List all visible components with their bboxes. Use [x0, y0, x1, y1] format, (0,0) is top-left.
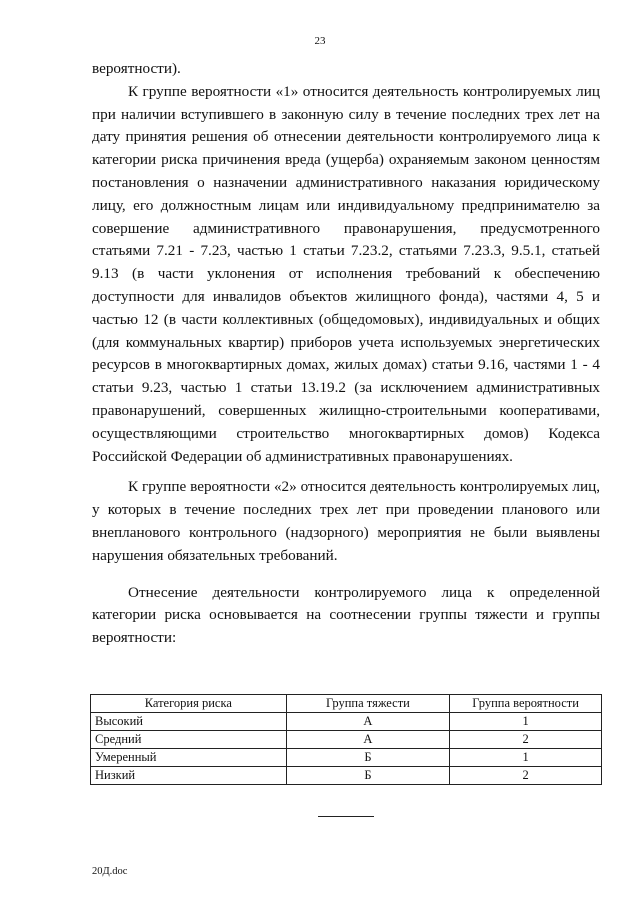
- cell-risk-category: Высокий: [91, 713, 287, 731]
- cell-severity-group: Б: [286, 749, 450, 767]
- table-header-row: [91, 695, 602, 713]
- cell-risk-category: Низкий: [91, 767, 287, 785]
- page-number: 23: [314, 35, 326, 47]
- cell-probability-group: 2: [450, 731, 602, 749]
- cell-risk-category: Умеренный: [91, 749, 287, 767]
- paragraph-probability-group-2: К группе вероятности «2» относится деятельность контролируемых лиц, у которых в течение последних трех лет при проведении планового или внепланового контрольного (надзорного) мероприятия не были выявлены нарушения обязательных требований.: [92, 478, 600, 564]
- header-severity-group: Группа тяжести: [286, 695, 450, 713]
- cell-risk-category: Средний: [91, 731, 287, 749]
- cell-severity-group: А: [286, 713, 450, 731]
- document-body: [92, 58, 600, 650]
- header-probability-group: Группа вероятности: [450, 695, 602, 713]
- table-row: [91, 731, 602, 749]
- header-risk-category: Категория риска: [91, 695, 287, 713]
- end-of-section-rule: [318, 816, 374, 817]
- cell-probability-group: 1: [450, 713, 602, 731]
- paragraph-risk-category-basis: Отнесение деятельности контролируемого лица к определенной категории риска основывается на соотнесении группы тяжести и группы вероятности:: [92, 583, 600, 647]
- file-name-footer: 20Д.doc: [92, 866, 128, 877]
- paragraph-continuation: вероятности).: [92, 60, 181, 77]
- table-row: [91, 767, 602, 785]
- cell-probability-group: 2: [450, 767, 602, 785]
- cell-severity-group: А: [286, 731, 450, 749]
- risk-category-table: [90, 694, 602, 785]
- cell-probability-group: 1: [450, 749, 602, 767]
- paragraph-probability-group-1: К группе вероятности «1» относится деятельность контролируемых лиц при наличии вступившего в законную силу в течение последних трех лет на дату принятия решения об отнесении деятельности контролируемого лица к категории риска причинения вреда (ущерба) охраняемым законом ценностям постановления о назначении административного наказания юридическому лицу, его должностным лицам или индивидуальному предпринимателю за совершение административного правонарушения, предусмотренного статьями 7.21 - 7.23, частью 1 статьи 7.23.2, статьями 7.23.3, 9.5.1, статьей 9.13 (в части уклонения от исполнения требований к обеспечению доступности для инвалидов объектов жилищного фонда), частями 4, 5 и частью 12 (в части коллективных (общедомовых), индивидуальных и общих (для коммунальных квартир) приборов учета используемых энергетических ресурсов в многоквартирных домах, жилых домах) статьи 9.16, частями 1 - 4 статьи 9.23, частью 1 статьи 13.19.2 (за исключением административных правонарушений, совершенных жилищно-строительными кооперативами, осуществляющими строительство многоквартирных домов) Кодекса Российской Федерации об административных правонарушениях.: [92, 82, 600, 465]
- cell-severity-group: Б: [286, 767, 450, 785]
- table-row: [91, 749, 602, 767]
- table-row: [91, 713, 602, 731]
